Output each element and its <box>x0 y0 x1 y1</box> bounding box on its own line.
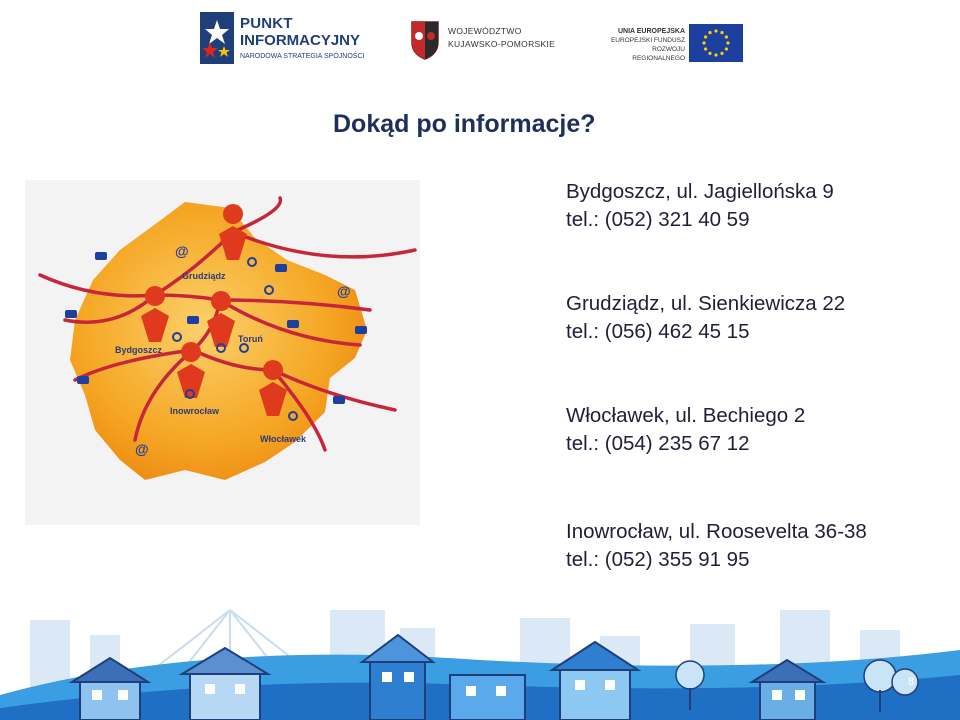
svg-text:@: @ <box>337 283 351 299</box>
svg-text:@: @ <box>175 243 189 259</box>
logo-bar <box>0 0 960 90</box>
address-phone-bydgoszcz: tel.: (052) 321 40 59 <box>566 208 750 231</box>
city-label-inowroclaw: Inowrocław <box>170 406 220 416</box>
address-phone-grudziadz: tel.: (056) 462 45 15 <box>566 320 750 343</box>
address-street-bydgoszcz: Bydgoszcz, ul. Jagiellońska 9 <box>566 180 834 203</box>
city-skyline-illustration <box>0 580 960 720</box>
page-number: 8 <box>908 676 915 688</box>
eu-flag-icon <box>689 24 743 62</box>
address-phone-wloclawek: tel.: (054) 235 67 12 <box>566 432 750 455</box>
svg-text:@: @ <box>135 441 149 457</box>
region-map <box>25 180 420 525</box>
city-label-wloclawek: Włocławek <box>260 434 307 444</box>
informacyjny-label: INFORMACYJNY <box>240 32 361 49</box>
eu-logo <box>605 24 745 64</box>
city-label-grudziadz: Grudziądz <box>182 271 226 281</box>
punkt-label: PUNKT <box>240 15 293 32</box>
punkt-informacyjny-logo <box>200 12 365 68</box>
fund-label-1: EUROPEJSKI FUNDUSZ <box>610 37 685 44</box>
page-title: Dokąd po informacje? <box>333 110 596 138</box>
fund-label-2: ROZWOJU REGIONALNEGO <box>632 46 685 62</box>
kujawsko-pomorskie-logo <box>410 20 560 64</box>
address-street-grudziadz: Grudziądz, ul. Sienkiewicza 22 <box>566 292 846 315</box>
city-label-bydgoszcz: Bydgoszcz <box>115 345 163 355</box>
strategia-label: NARODOWA STRATEGIA SPÓJNOŚCI <box>240 53 365 60</box>
star-icon <box>200 12 234 64</box>
coat-of-arms-icon <box>410 20 440 60</box>
eu-label: UNIA EUROPEJSKA <box>617 28 685 35</box>
wojewodztwo-label: WOJEWÓDZTWO <box>448 26 522 36</box>
address-phone-inowroclaw: tel.: (052) 355 91 95 <box>566 548 750 571</box>
address-street-inowroclaw: Inowrocław, ul. Roosevelta 36-38 <box>566 520 867 543</box>
region-name-label: KUJAWSKO-POMORSKIE <box>448 39 556 49</box>
address-street-wloclawek: Włocławek, ul. Bechiego 2 <box>566 404 806 427</box>
city-label-torun: Toruń <box>238 334 263 344</box>
